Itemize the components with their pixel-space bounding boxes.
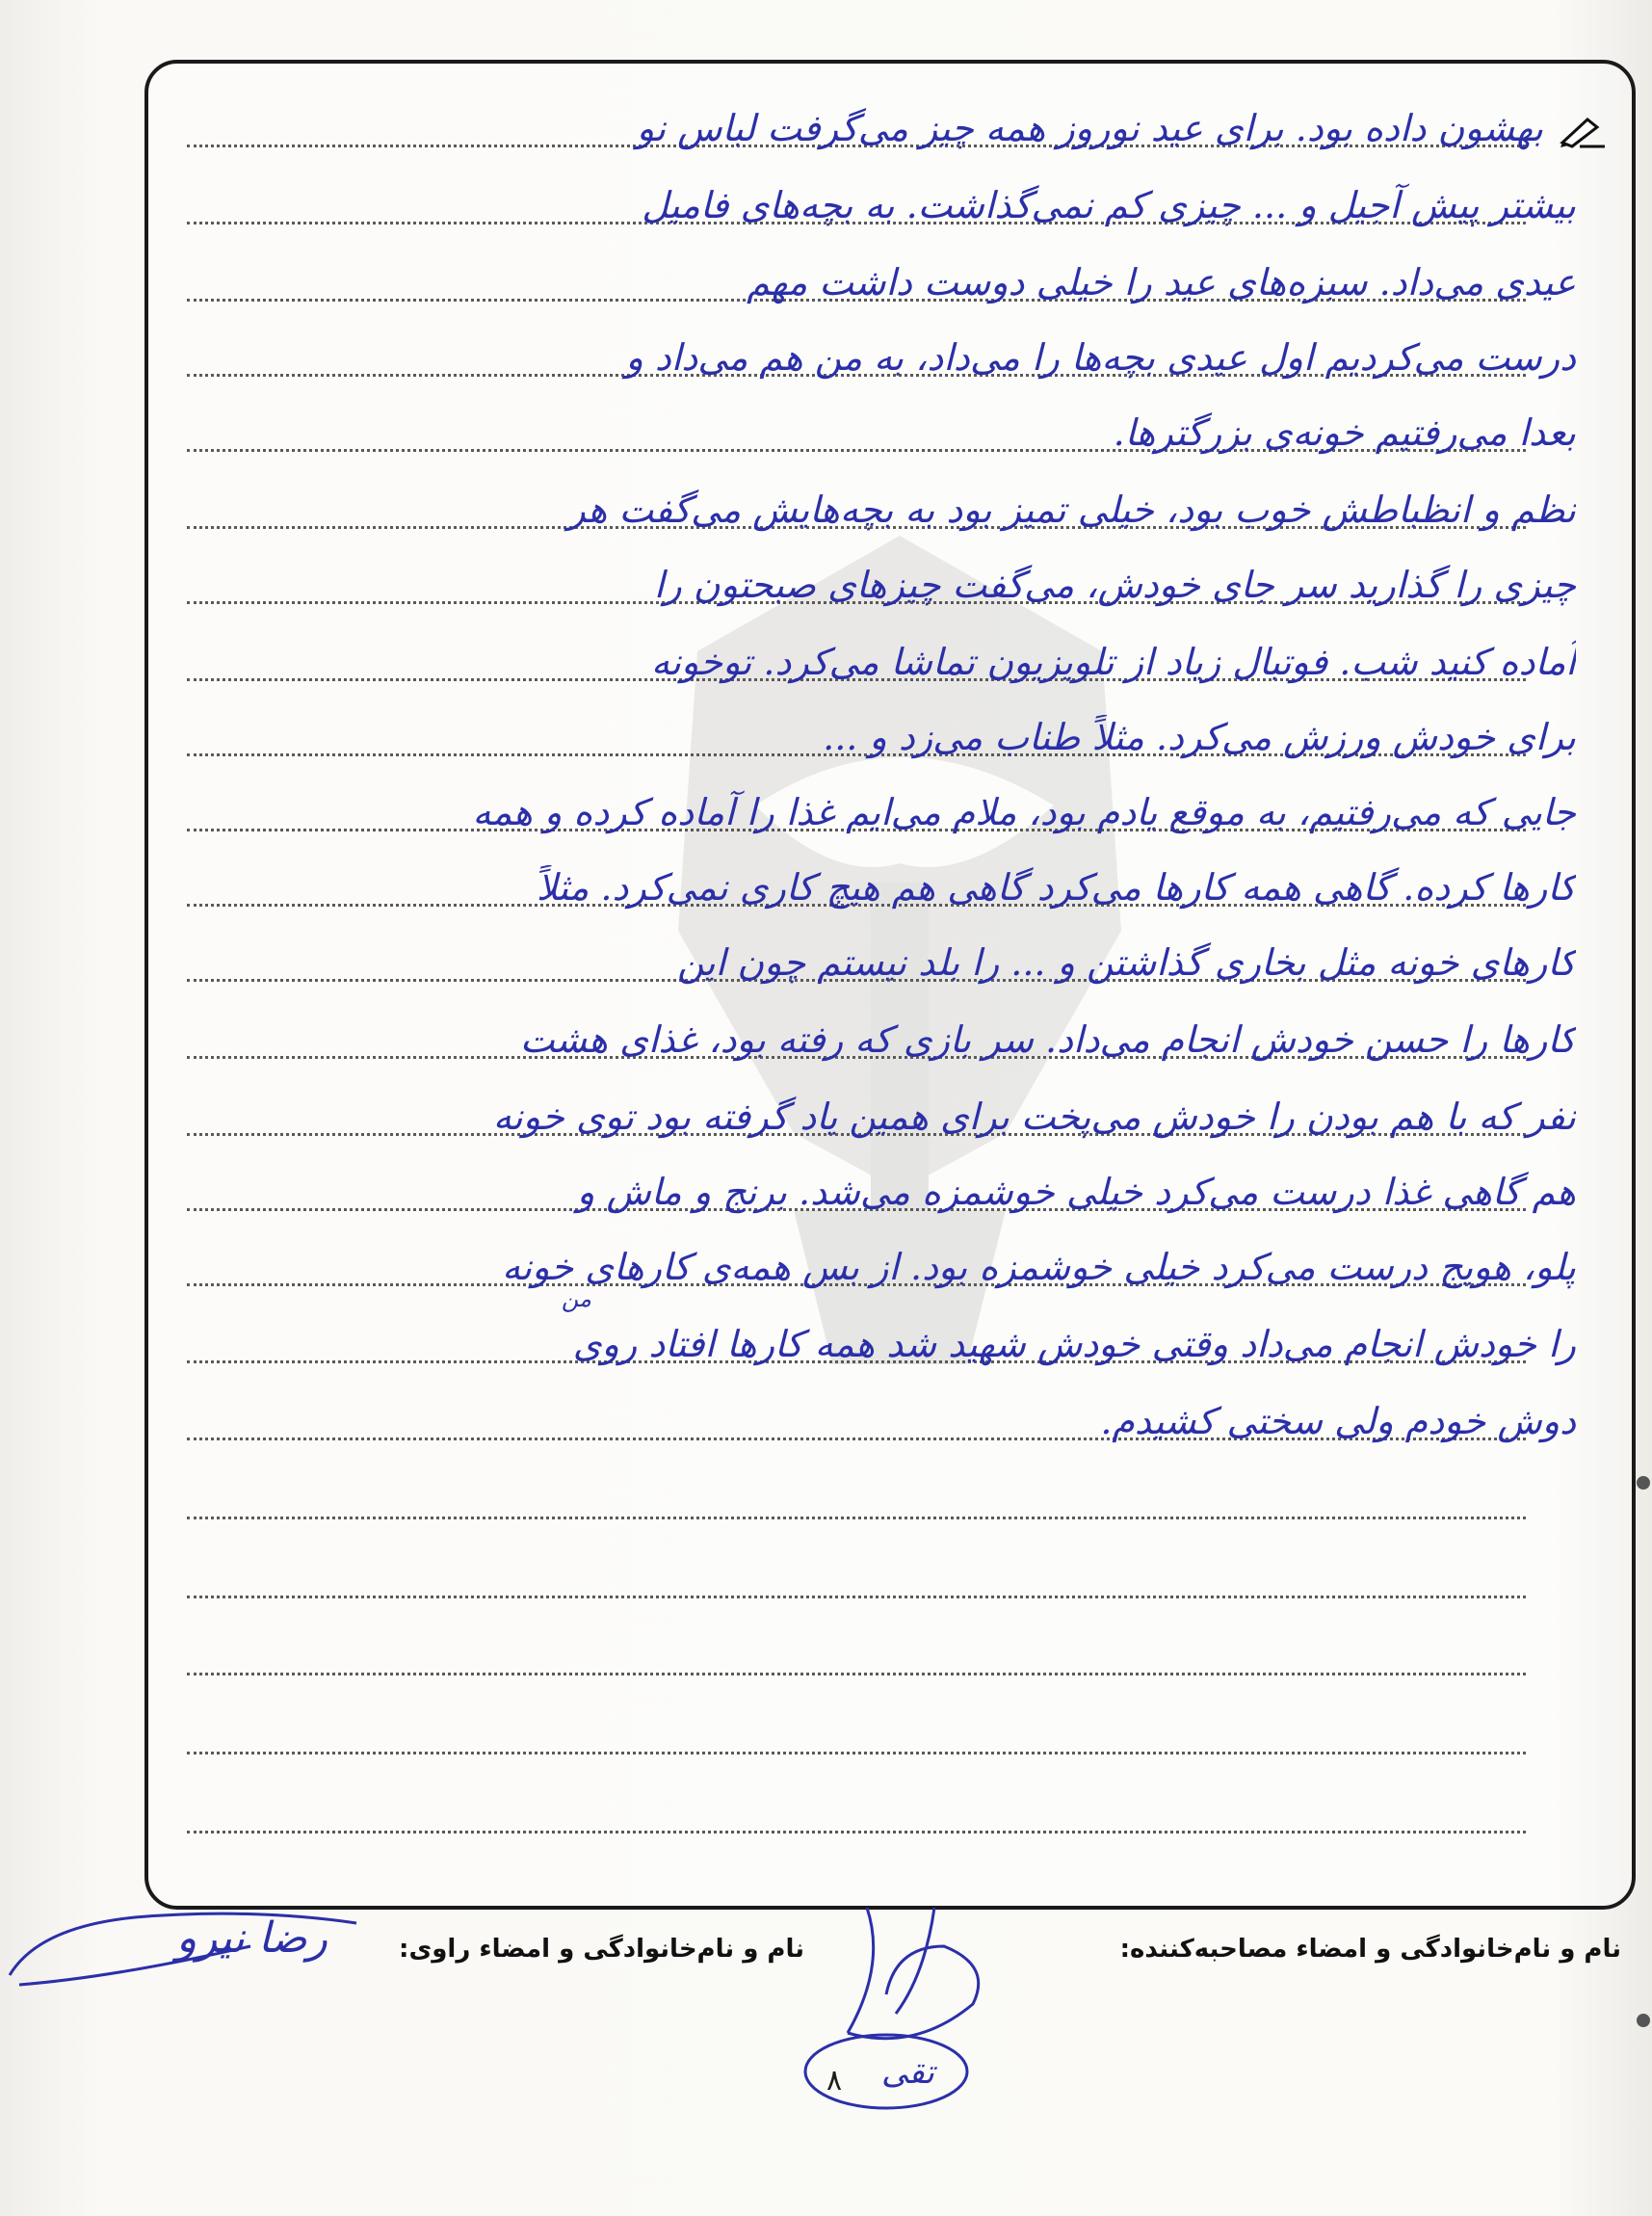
handwritten-line-17: را خودش انجام می‌داد وقتی خودش شهید شد همه کارها افتاد روی	[572, 1323, 1576, 1365]
handwritten-line-11: کارها کرده. گاهی همه کارها می‌کرد گاهی هم هیچ کاری نمی‌کرد. مثلاً	[536, 866, 1576, 909]
handwritten-line-9: برای خودش ورزش می‌کرد. مثلاً طناب می‌زد و ...	[823, 716, 1576, 758]
handwritten-line-4: درست می‌کردیم اول عیدی بچه‌ها را می‌داد، به من هم می‌داد و	[625, 336, 1576, 379]
handwritten-line-5: بعدا می‌رفتیم خونه‌ی بزرگترها.	[1113, 411, 1576, 454]
narrator-signature	[0, 1888, 366, 1994]
page-number: ۸	[826, 2064, 843, 2097]
handwritten-line-10: جایی که می‌رفتیم، به موقع یادم بود، ملام می‌ایم غذا را آماده کرده و همه	[472, 791, 1576, 833]
narrator-signature-name: رضا نیرو	[175, 1913, 328, 1963]
content-frame	[144, 60, 1636, 1910]
handwritten-line-13: کارها را حسن خودش انجام می‌داد. سر بازی که رفته بود، غذای هشت	[519, 1018, 1576, 1061]
handwritten-line-15: هم گاهی غذا درست می‌کرد خیلی خوشمزه می‌شد. برنج و ماش و	[577, 1171, 1576, 1213]
handwritten-line-2: بیشتر پیش آجیل و ... چیزی کم نمی‌گذاشت. به بچه‌های فامیل	[642, 184, 1576, 226]
handwritten-line-3: عیدی می‌داد. سبزه‌های عید را خیلی دوست داشت مهم	[747, 261, 1576, 303]
handwritten-line-6: نظم و انظباطش خوب بود، خیلی تمیز بود به بچه‌هایش می‌گفت هر	[567, 488, 1576, 531]
page-number-circle-text: تقی	[880, 2053, 934, 2092]
handwritten-line-12: کارهای خونه مثل بخاری گذاشتن و ... را بلد نیستم چون این	[677, 941, 1576, 984]
interlinear-note: من	[561, 1285, 591, 1312]
interviewer-label: نام و نام‌خانوادگی و امضاء مصاحبه‌کننده:	[1119, 1935, 1621, 1964]
handwritten-line-16: پلو، هویج درست می‌کرد خیلی خوشمزه بود. از بس همه‌ی کارهای خونه	[502, 1246, 1576, 1288]
pen-icon	[1559, 114, 1607, 148]
page-number-circle	[790, 2023, 983, 2120]
handwritten-line-8: آماده کنید شب. فوتبال زیاد از تلویزیون تماشا می‌کرد. توخونه	[651, 641, 1576, 683]
binder-hole	[1637, 2014, 1650, 2027]
binder-hole	[1637, 1476, 1650, 1490]
handwritten-line-7: چیزی را گذارید سر جای خودش، می‌گفت چیزهای صبحتون را	[653, 564, 1576, 606]
handwritten-line-18: دوش خودم ولی سختی کشیدم.	[1100, 1400, 1576, 1442]
handwritten-line-1: بهشون داده بود. برای عید نوروز همه چیز می‌گرفت لباس نو	[636, 107, 1543, 149]
handwritten-line-14: نفر که با هم بودن را خودش می‌پخت برای همین یاد گرفته بود توی خونه	[492, 1095, 1576, 1138]
narrator-label: نام و نام‌خانوادگی و امضاء راوی:	[399, 1935, 804, 1964]
